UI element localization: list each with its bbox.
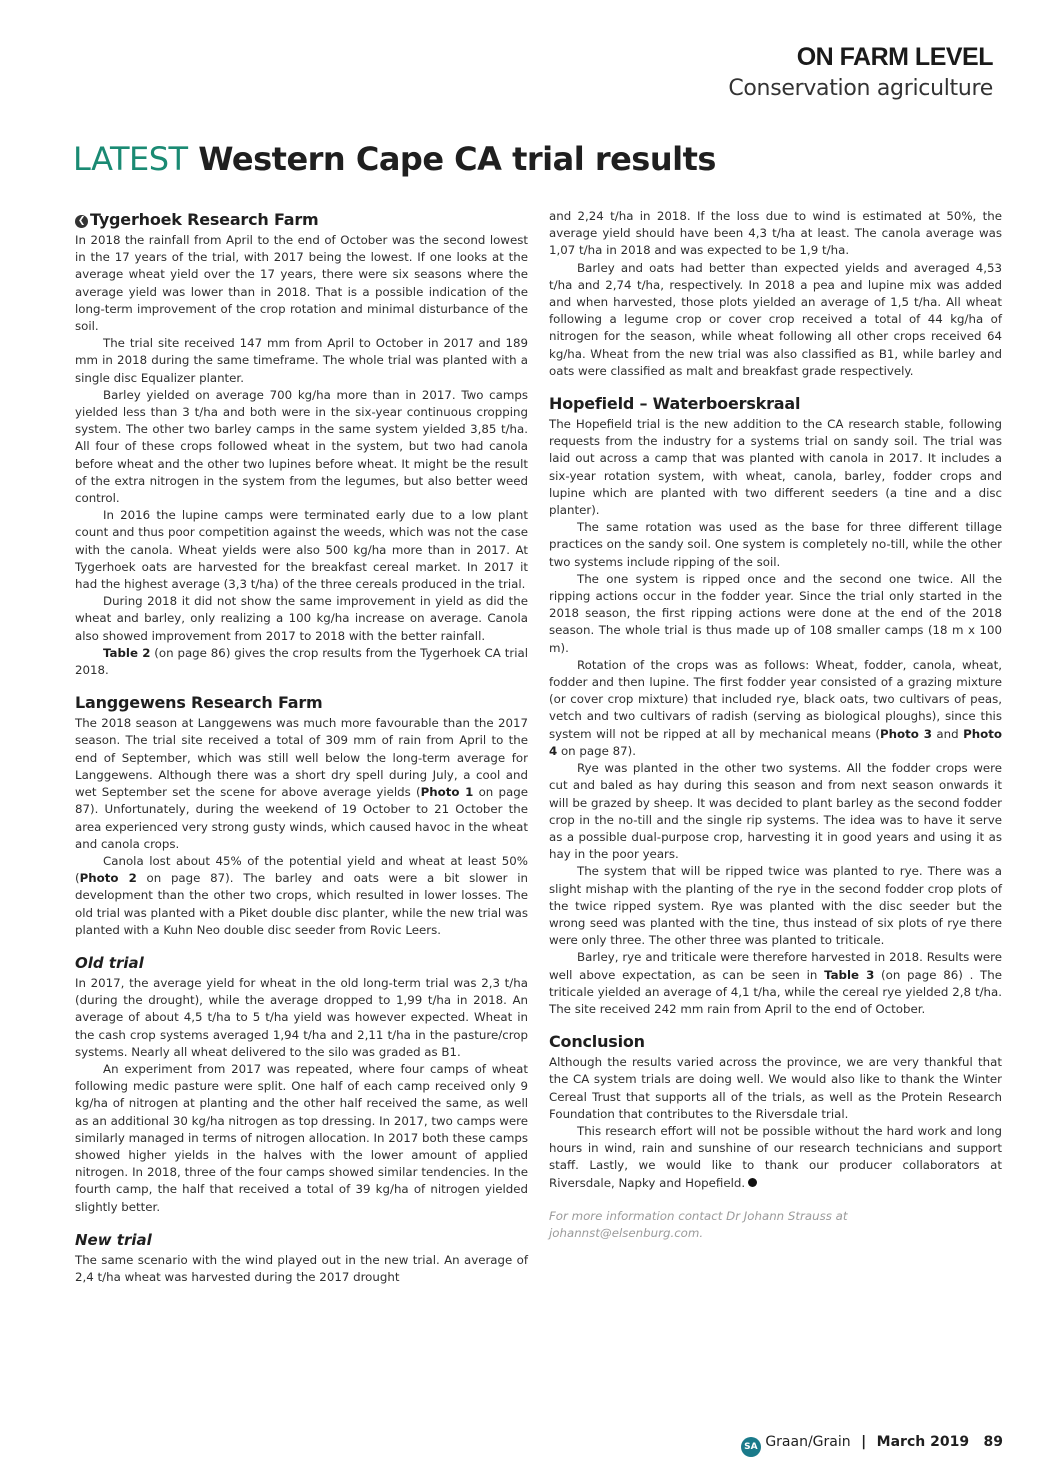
page-number: 89	[983, 1434, 1003, 1450]
paragraph	[75, 645, 528, 679]
heading-langgewens: Langgewens Research Farm	[75, 693, 323, 713]
paragraph-text: Barley, rye and triticale were therefore harvested in 2018. Results were well above expectation, as can be seen in	[549, 950, 1002, 982]
paragraph-text: Rotation of the crops was as follows: Wheat, fodder, canola, wheat, fodder and then lupine. The first fodder year consisted of a grazing mixture (or cover crop mixture) that included rye, black oats, two cultivars of peas, vetch and two cultivars of radish (serving as biological ploughs), since this system will not be ripped at all by mechanical means (	[549, 657, 1002, 741]
magazine-logo-icon: SA	[741, 1437, 761, 1457]
back-arrow-icon: ❮	[75, 215, 88, 228]
table-ref: Table 3	[824, 967, 875, 982]
photo-ref: Photo 3	[879, 726, 932, 741]
section-label	[728, 40, 993, 104]
paragraph: The same rotation was used as the base for three different tillage practices on the sandy soil. One system is completely no-till, while the other two systems include ripping of the soil.	[549, 520, 1002, 569]
paragraph-text: (on page 86) gives the crop results from the Tygerhoek CA trial 2018.	[75, 645, 528, 678]
paragraph: Rye was planted in the other two systems. All the fodder crops were cut and baled as hay during this season and from next season onwards it will be grazed by sheep. It was decided to plant barley as the second fodder crop in the no-till and the single rip systems. The idea was to have it serve as a possible dual-purpose crop, harvesting it in good years and using it as hay in the poor years.	[549, 761, 1002, 862]
paragraph: During 2018 it did not show the same improvement in yield as did the wheat and barley, only realizing a 100 kg/ha increase on average. Canola also showed improvement from 2017 to 2018 with the better rainfall.	[75, 594, 528, 643]
paragraph: The system that will be ripped twice was planted to rye. There was a slight mishap with the planting of the rye in the second fodder crop plots of the twice ripped system. Rye was planted with the disc seeder but the wrong seed was planted with the tine, thus instead of six plots of rye there were only three. The other three was planted to triticale.	[549, 864, 1002, 948]
contact-info: For more information contact Dr Johann Strauss at johannst@elsenburg.com.	[549, 1208, 848, 1240]
paragraph-text: on page 87). The barley and oats were a bit slower in development than the other two crops, which resulted in lower losses. The old trial was planted with a Piket double disc planter, while the new trial was planted with a Kuhn Neo double disc seeder from Rovic Leers.	[75, 871, 528, 937]
photo-ref: Photo 1	[420, 785, 474, 800]
footer-separator: |	[861, 1434, 867, 1450]
paragraph	[549, 949, 1002, 1018]
right-column	[549, 208, 1002, 1242]
paragraph-text: This research effort will not be possible without the hard work and long hours in wind, rain and sunshine of our research technicians and support staff. Lastly, we would like to thank our producer collaborators at Riversdale, Napky and Hopefield.	[549, 1123, 1002, 1190]
paragraph	[549, 1123, 1002, 1192]
paragraph: In 2018 the rainfall from April to the end of October was the second lowest in the 17 years of the trial, with 2017 being the lowest. If one looks at the average wheat yield over the 17 years, there were six seasons where the average yield was lower than in 2018. That is a possible indication of the long-term improvement of the crop rotation and minimal disturbance of the soil.	[75, 233, 528, 334]
heading-conclusion: Conclusion	[549, 1032, 645, 1052]
paragraph-text: (on page 86) . The triticale yielded an average of 4,1 t/ha, while the cereal rye yielded 2,8 t/ha. The site received 242 mm rain from April to the end of October.	[549, 967, 1002, 1016]
paragraph: The trial site received 147 mm from April to October in 2017 and 189 mm in 2018 during the same timeframe. The whole trial was planted with a single disc Equalizer planter.	[75, 336, 528, 385]
paragraph	[75, 853, 528, 939]
table-ref: Table 2	[103, 645, 151, 660]
paragraph: and 2,24 t/ha in 2018. If the loss due to wind is estimated at 50%, the average yield should have been 4,3 t/ha at least. The canola average was 1,07 t/ha in 2018 and was expected to be 1,9 t/ha.	[549, 209, 1002, 258]
magazine-name: Graan/Grain	[765, 1434, 851, 1450]
paragraph-text: The 2018 season at Langgewens was much more favourable than the 2017 season. The trial site received a total of 309 mm of rain from April to the end of September, which was still well below the long-term average for Langgewens. Although there was a short dry spell during July, a cool and wet September set the scene for above average yields (	[75, 716, 528, 800]
heading-tygerhoek-text: Tygerhoek Research Farm	[90, 210, 319, 229]
page-footer	[741, 1434, 1003, 1457]
paragraph: The same scenario with the wind played out in the new trial. An average of 2,4 t/ha wheat was harvested during the 2017 drought	[75, 1252, 528, 1284]
heading-tygerhoek	[75, 210, 528, 230]
paragraph-text: on page 87). Unfortunately, during the weekend of 19 October to 21 October the area experienced very strong gusty winds, which caused havoc in the wheat and canola crops.	[75, 785, 528, 851]
photo-ref: Photo 2	[79, 871, 137, 886]
paragraph	[75, 715, 528, 853]
paragraph-text: and	[931, 726, 964, 741]
photo-ref: Photo 4	[549, 726, 1002, 758]
paragraph: The one system is ripped once and the second one twice. All the ripping actions occur in the fodder year. Since the trial only started in the 2018 season, the first ripping actions were done at the end of the 2018 season. The whole trial is thus made up of 108 smaller camps (18 m x 100 m).	[549, 571, 1002, 655]
paragraph: The Hopefield trial is the new addition to the CA research stable, following requests from the industry for a systems trial on sandy soil. The trial was laid out across a camp that was planted with canola in 2017. It includes a six-year rotation system, with wheat, canola, barley, fodder crops and lupine which are planted with two different seeders (a tine and a disc planter).	[549, 417, 1002, 518]
section-subtitle: Conservation agriculture	[728, 76, 993, 101]
paragraph: In 2017, the average yield for wheat in the old long-term trial was 2,3 t/ha (during the drought), while the average dropped to 1,99 t/ha in 2018. An average of about 4,5 t/ha to 5 t/ha yield was however expected. Wheat in the cash crop systems averaged 1,94 t/ha and 2,11 t/ha in the pasture/crop systems. Nearly all wheat delivered to the silo was graded as B1.	[75, 975, 528, 1059]
left-column	[75, 210, 528, 1286]
issue-date: March 2019	[876, 1434, 970, 1450]
paragraph-text: on page 87).	[557, 743, 636, 758]
paragraph-text: Canola lost about 45% of the potential yield and wheat at least 50% (	[75, 853, 528, 886]
paragraph: Although the results varied across the province, we are very thankful that the CA system trials are doing well. We would also like to thank the Winter Cereal Trust that supports all of the trials, as well as the Protein Research Foundation that contributes to the Riversdale trial.	[549, 1055, 1002, 1121]
paragraph: Barley and oats had better than expected yields and averaged 4,53 t/ha and 2,74 t/ha, respectively. In 2018 a pea and lupine mix was added and when harvested, those plots yielded an average of 1,5 t/ha. All wheat following a legume crop or cover crop received a total of 44 kg/ha of nitrogen for the season, while wheat following all other crops received 64 kg/ha. Wheat from the new trial was also classified as B1, while barley and oats were classified as malt and breakfast grade respectively.	[549, 260, 1002, 378]
title-rest: Western Cape CA trial results	[198, 140, 716, 178]
paragraph: Barley yielded on average 700 kg/ha more than in 2017. Two camps yielded less than 3 t/ha and both were in the six-year continuous cropping system. The other two barley camps in the same system yielded 3,85 t/ha. All four of these crops followed wheat in the system, but two had canola before wheat and the other two lupines before wheat. It might be the result of the extra nitrogen in the system from the legumes, but also better weed control.	[75, 387, 528, 506]
heading-new-trial: New trial	[75, 1230, 152, 1249]
end-mark-icon	[748, 1178, 757, 1187]
title-accent: LATEST	[73, 140, 188, 178]
paragraph: An experiment from 2017 was repeated, where four camps of wheat following medic pasture were split. One half of each camp received only 9 kg/ha of nitrogen at planting and the other half received the same, as well as an additional 30 kg/ha nitrogen as top dressing. In 2017, two camps were similarly managed in terms of nitrogen allocation. In 2017 both these camps showed higher yields in the halves with the lower amount of applied nitrogen. In 2018, three of the four camps showed similar tendencies. In the fourth camp, the half that received a total of 39 kg/ha of nitrogen yielded slightly better.	[75, 1061, 528, 1214]
article-title	[73, 140, 716, 178]
heading-old-trial: Old trial	[75, 953, 144, 972]
heading-hopefield: Hopefield – Waterboerskraal	[549, 394, 801, 414]
paragraph: In 2016 the lupine camps were terminated early due to a low plant count and thus poor competition against the weeds, which was not the case with the canola. Wheat yields were also 500 kg/ha more than in 2017. At Tygerhoek oats are harvested for the breakfast cereal market. In 2017 it had the highest average (3,3 t/ha) of the three cereals produced in the trial.	[75, 508, 528, 592]
section-title: ON FARM LEVEL	[796, 43, 993, 71]
paragraph	[549, 657, 1002, 760]
